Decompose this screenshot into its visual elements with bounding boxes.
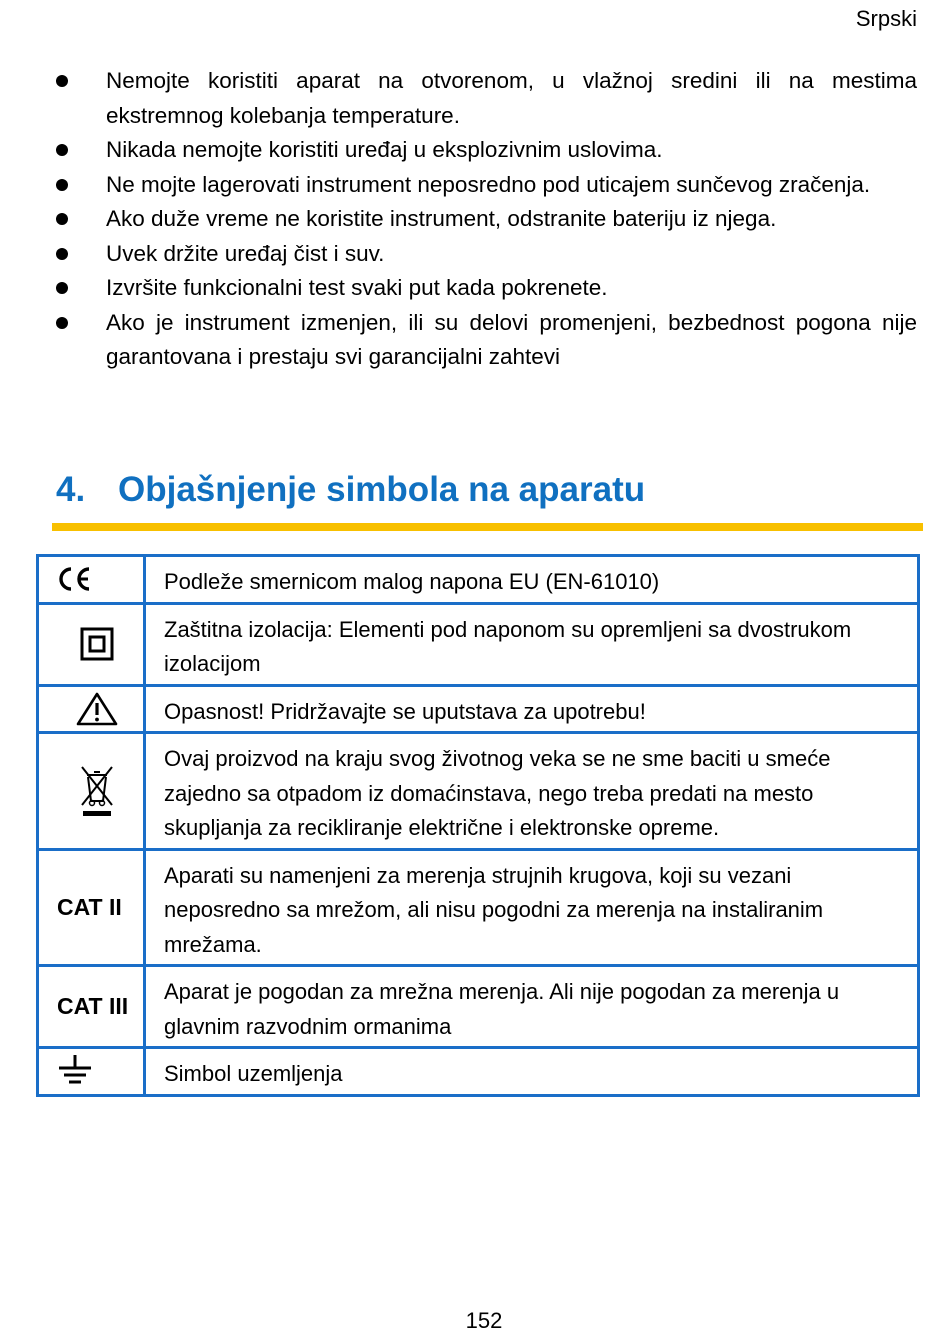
weee-bin-icon	[77, 763, 117, 819]
table-row	[38, 733, 919, 850]
description-cell: Aparat je pogodan za mrežna merenja. Ali nije pogodan za merenja u glavnim razvodnim ormanima	[145, 966, 919, 1048]
section-title: Objašnjenje simbola na aparatu	[118, 470, 646, 509]
symbol-cell	[38, 685, 145, 733]
list-item	[56, 271, 917, 306]
bullet-icon	[56, 248, 68, 260]
list-item-text: Nikada nemojte koristiti uređaj u eksplozivnim uslovima.	[106, 137, 663, 162]
list-item	[56, 202, 917, 237]
table-row	[38, 685, 919, 733]
list-item	[56, 64, 917, 133]
table-row	[38, 1048, 919, 1096]
warning-triangle-icon	[76, 692, 118, 726]
list-item-text: Ako duže vreme ne koristite instrument, odstranite bateriju iz njega.	[106, 206, 777, 231]
description-cell: Zaštitna izolacija: Elementi pod naponom su opremljeni sa dvostrukom izolacijom	[145, 603, 919, 685]
bullet-icon	[56, 75, 68, 87]
safety-bullet-list	[56, 64, 917, 375]
list-item-text: Izvršite funkcionalni test svaki put kada pokrenete.	[106, 275, 608, 300]
table-row	[38, 966, 919, 1048]
symbol-cell	[38, 556, 145, 604]
list-item	[56, 168, 917, 203]
symbol-cell	[38, 733, 145, 850]
section-heading	[56, 470, 645, 510]
list-item-text: Nemojte koristiti aparat na otvorenom, u vlažnoj sredini ili na mestima ekstremnog kolebanja temperature.	[106, 68, 917, 128]
bullet-icon	[56, 179, 68, 191]
page-number: 152	[465, 1308, 503, 1333]
list-item-text: Ako je instrument izmenjen, ili su delovi promenjeni, bezbednost pogona nije garantovana i prestaju svi garancijalni zahtevi	[106, 309, 917, 369]
list-item	[56, 237, 917, 272]
description-cell: Aparati su namenjeni za merenja strujnih krugova, koji su vezani neposredno sa mrežom, ali nisu pogodni za merenja na instaliranim mrežama.	[145, 849, 919, 966]
bullet-icon	[56, 213, 68, 225]
list-item	[56, 306, 917, 375]
symbol-cell	[38, 603, 145, 685]
double-insulation-icon	[80, 627, 114, 661]
section-number: 4.	[56, 470, 86, 509]
bullet-icon	[56, 144, 68, 156]
table-row	[38, 556, 919, 604]
category-label: CAT III	[38, 966, 145, 1048]
bullet-icon	[56, 317, 68, 329]
description-cell: Podleže smernicom malog napona EU (EN-61010)	[145, 556, 919, 604]
list-item	[56, 133, 917, 168]
ground-symbol-icon	[57, 1055, 93, 1087]
ce-mark-icon	[57, 566, 93, 592]
table-row	[38, 603, 919, 685]
symbols-table	[36, 554, 920, 1097]
heading-rule	[52, 523, 923, 531]
symbol-cell	[38, 1048, 145, 1096]
list-item-text: Uvek držite uređaj čist i suv.	[106, 240, 385, 266]
category-label: CAT II	[38, 849, 145, 966]
language-label: Srpski	[855, 6, 917, 31]
list-item-text: Ne mojte lagerovati instrument neposredno pod uticajem sunčevog zračenja.	[106, 171, 871, 197]
description-cell: Opasnost! Pridržavajte se uputstava za upotrebu!	[145, 685, 919, 733]
table-row	[38, 849, 919, 966]
description-cell: Ovaj proizvod na kraju svog životnog veka se ne sme baciti u smeće zajedno sa otpadom iz domaćinstava, nego treba predati na mesto skupljanja za recikliranje električne i elektronske opreme.	[145, 733, 919, 850]
description-cell: Simbol uzemljenja	[145, 1048, 919, 1096]
bullet-icon	[56, 282, 68, 294]
